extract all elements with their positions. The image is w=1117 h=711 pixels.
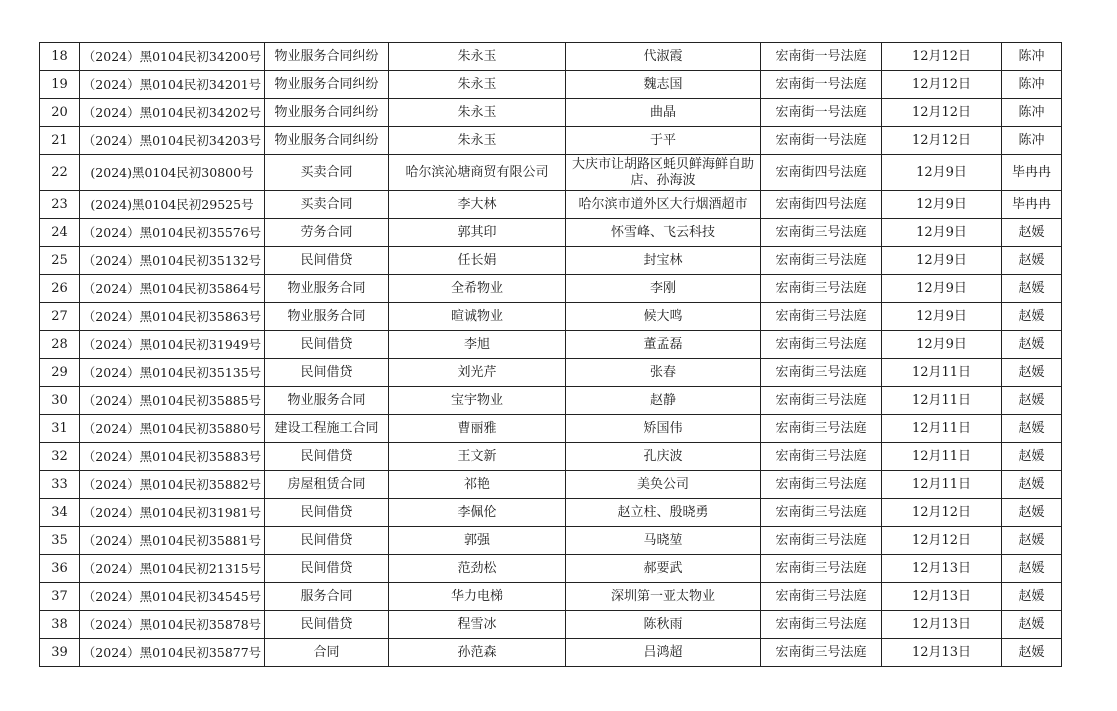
plaintiff-cell: 李旭 [389, 331, 566, 359]
table-row [40, 247, 1062, 275]
table-row [40, 499, 1062, 527]
judge-cell: 赵媛 [1002, 555, 1062, 583]
table-row [40, 127, 1062, 155]
case-cause-cell: 物业服务合同 [265, 387, 389, 415]
judge-cell: 赵媛 [1002, 499, 1062, 527]
case-cause-cell: 民间借贷 [265, 611, 389, 639]
hearing-date-cell: 12月12日 [882, 527, 1002, 555]
case-number-cell: （2024）黑0104民初35877号 [80, 639, 265, 667]
row-number-cell: 30 [40, 387, 80, 415]
case-number-cell: （2024）黑0104民初35880号 [80, 415, 265, 443]
courtroom-cell: 宏南街三号法庭 [761, 471, 882, 499]
defendant-cell: 封宝林 [566, 247, 761, 275]
courtroom-cell: 宏南街四号法庭 [761, 191, 882, 219]
plaintiff-cell: 朱永玉 [389, 71, 566, 99]
row-number-cell: 38 [40, 611, 80, 639]
courtroom-cell: 宏南街一号法庭 [761, 99, 882, 127]
judge-cell: 赵媛 [1002, 331, 1062, 359]
table-row [40, 443, 1062, 471]
case-number-cell: （2024）黑0104民初35881号 [80, 527, 265, 555]
plaintiff-cell: 朱永玉 [389, 127, 566, 155]
table-row [40, 527, 1062, 555]
plaintiff-cell: 郭其印 [389, 219, 566, 247]
case-cause-cell: 民间借贷 [265, 247, 389, 275]
row-number-cell: 29 [40, 359, 80, 387]
defendant-cell: 郝要武 [566, 555, 761, 583]
hearing-date-cell: 12月9日 [882, 303, 1002, 331]
hearing-date-cell: 12月9日 [882, 331, 1002, 359]
courtroom-cell: 宏南街三号法庭 [761, 583, 882, 611]
courtroom-cell: 宏南街四号法庭 [761, 155, 882, 191]
defendant-cell: 孔庆波 [566, 443, 761, 471]
courtroom-cell: 宏南街三号法庭 [761, 555, 882, 583]
plaintiff-cell: 李佩伦 [389, 499, 566, 527]
case-cause-cell: 物业服务合同 [265, 275, 389, 303]
hearing-date-cell: 12月12日 [882, 127, 1002, 155]
table-row [40, 43, 1062, 71]
judge-cell: 陈冲 [1002, 127, 1062, 155]
plaintiff-cell: 王文新 [389, 443, 566, 471]
courtroom-cell: 宏南街三号法庭 [761, 443, 882, 471]
row-number-cell: 26 [40, 275, 80, 303]
hearing-date-cell: 12月11日 [882, 359, 1002, 387]
case-cause-cell: 买卖合同 [265, 155, 389, 191]
table-row [40, 555, 1062, 583]
case-number-cell: （2024）黑0104民初34545号 [80, 583, 265, 611]
table-row [40, 99, 1062, 127]
hearing-date-cell: 12月12日 [882, 499, 1002, 527]
defendant-cell: 陈秋雨 [566, 611, 761, 639]
plaintiff-cell: 李大林 [389, 191, 566, 219]
defendant-cell: 深圳第一亚太物业 [566, 583, 761, 611]
plaintiff-cell: 刘光芹 [389, 359, 566, 387]
judge-cell: 陈冲 [1002, 99, 1062, 127]
table-row [40, 639, 1062, 667]
plaintiff-cell: 祁艳 [389, 471, 566, 499]
defendant-cell: 张春 [566, 359, 761, 387]
case-cause-cell: 合同 [265, 639, 389, 667]
table-row [40, 359, 1062, 387]
courtroom-cell: 宏南街三号法庭 [761, 331, 882, 359]
row-number-cell: 34 [40, 499, 80, 527]
row-number-cell: 32 [40, 443, 80, 471]
table-row [40, 611, 1062, 639]
courtroom-cell: 宏南街三号法庭 [761, 247, 882, 275]
judge-cell: 赵媛 [1002, 415, 1062, 443]
row-number-cell: 23 [40, 191, 80, 219]
hearing-schedule-sheet [39, 42, 1061, 667]
row-number-cell: 27 [40, 303, 80, 331]
judge-cell: 赵媛 [1002, 219, 1062, 247]
courtroom-cell: 宏南街三号法庭 [761, 303, 882, 331]
defendant-cell: 怀雪峰、飞云科技 [566, 219, 761, 247]
case-number-cell: （2024）黑0104民初34200号 [80, 43, 265, 71]
case-number-cell: （2024）黑0104民初34203号 [80, 127, 265, 155]
plaintiff-cell: 孙范森 [389, 639, 566, 667]
judge-cell: 毕冉冉 [1002, 155, 1062, 191]
courtroom-cell: 宏南街一号法庭 [761, 127, 882, 155]
case-cause-cell: 买卖合同 [265, 191, 389, 219]
courtroom-cell: 宏南街三号法庭 [761, 359, 882, 387]
judge-cell: 赵媛 [1002, 527, 1062, 555]
hearing-date-cell: 12月11日 [882, 471, 1002, 499]
defendant-cell: 吕鸿超 [566, 639, 761, 667]
case-number-cell: （2024）黑0104民初35864号 [80, 275, 265, 303]
case-cause-cell: 民间借贷 [265, 527, 389, 555]
judge-cell: 赵媛 [1002, 583, 1062, 611]
case-number-cell: （2024）黑0104民初35863号 [80, 303, 265, 331]
hearing-date-cell: 12月13日 [882, 583, 1002, 611]
plaintiff-cell: 宝宇物业 [389, 387, 566, 415]
row-number-cell: 22 [40, 155, 80, 191]
hearing-date-cell: 12月12日 [882, 43, 1002, 71]
row-number-cell: 20 [40, 99, 80, 127]
table-row [40, 303, 1062, 331]
row-number-cell: 39 [40, 639, 80, 667]
defendant-cell: 大庆市让胡路区蚝贝鲜海鲜自助店、孙海波 [566, 155, 761, 191]
case-cause-cell: 物业服务合同纠纷 [265, 127, 389, 155]
courtroom-cell: 宏南街一号法庭 [761, 71, 882, 99]
case-number-cell: （2024）黑0104民初34201号 [80, 71, 265, 99]
case-cause-cell: 民间借贷 [265, 359, 389, 387]
case-number-cell: （2024）黑0104民初35135号 [80, 359, 265, 387]
hearing-date-cell: 12月9日 [882, 219, 1002, 247]
hearing-date-cell: 12月13日 [882, 639, 1002, 667]
row-number-cell: 19 [40, 71, 80, 99]
defendant-cell: 魏志国 [566, 71, 761, 99]
case-cause-cell: 劳务合同 [265, 219, 389, 247]
defendant-cell: 矫国伟 [566, 415, 761, 443]
case-cause-cell: 民间借贷 [265, 499, 389, 527]
case-number-cell: （2024）黑0104民初35883号 [80, 443, 265, 471]
table-row [40, 191, 1062, 219]
hearing-date-cell: 12月13日 [882, 611, 1002, 639]
hearing-date-cell: 12月9日 [882, 247, 1002, 275]
case-cause-cell: 民间借贷 [265, 443, 389, 471]
table-row [40, 219, 1062, 247]
plaintiff-cell: 曹丽雅 [389, 415, 566, 443]
courtroom-cell: 宏南街三号法庭 [761, 639, 882, 667]
judge-cell: 陈冲 [1002, 43, 1062, 71]
defendant-cell: 美奂公司 [566, 471, 761, 499]
case-cause-cell: 物业服务合同纠纷 [265, 71, 389, 99]
defendant-cell: 马晓堃 [566, 527, 761, 555]
hearing-date-cell: 12月13日 [882, 555, 1002, 583]
defendant-cell: 候大鸣 [566, 303, 761, 331]
courtroom-cell: 宏南街一号法庭 [761, 43, 882, 71]
hearing-date-cell: 12月9日 [882, 275, 1002, 303]
judge-cell: 赵媛 [1002, 275, 1062, 303]
plaintiff-cell: 全希物业 [389, 275, 566, 303]
case-cause-cell: 房屋租赁合同 [265, 471, 389, 499]
table-row [40, 471, 1062, 499]
table-row [40, 415, 1062, 443]
case-number-cell: （2024）黑0104民初31981号 [80, 499, 265, 527]
judge-cell: 赵媛 [1002, 247, 1062, 275]
plaintiff-cell: 华力电梯 [389, 583, 566, 611]
case-number-cell: （2024）黑0104民初34202号 [80, 99, 265, 127]
case-number-cell: （2024）黑0104民初35132号 [80, 247, 265, 275]
plaintiff-cell: 朱永玉 [389, 43, 566, 71]
courtroom-cell: 宏南街三号法庭 [761, 219, 882, 247]
plaintiff-cell: 暄诚物业 [389, 303, 566, 331]
defendant-cell: 哈尔滨市道外区大行烟酒超市 [566, 191, 761, 219]
defendant-cell: 赵静 [566, 387, 761, 415]
courtroom-cell: 宏南街三号法庭 [761, 611, 882, 639]
defendant-cell: 董孟磊 [566, 331, 761, 359]
plaintiff-cell: 哈尔滨沁塘商贸有限公司 [389, 155, 566, 191]
table-row [40, 71, 1062, 99]
table-body [40, 43, 1062, 667]
hearing-date-cell: 12月12日 [882, 71, 1002, 99]
case-cause-cell: 物业服务合同 [265, 303, 389, 331]
defendant-cell: 赵立柱、殷晓勇 [566, 499, 761, 527]
case-cause-cell: 民间借贷 [265, 331, 389, 359]
case-cause-cell: 建设工程施工合同 [265, 415, 389, 443]
hearing-date-cell: 12月9日 [882, 191, 1002, 219]
courtroom-cell: 宏南街三号法庭 [761, 527, 882, 555]
case-number-cell: （2024）黑0104民初35576号 [80, 219, 265, 247]
case-number-cell: （2024）黑0104民初31949号 [80, 331, 265, 359]
case-cause-cell: 物业服务合同纠纷 [265, 43, 389, 71]
table-row [40, 387, 1062, 415]
courtroom-cell: 宏南街三号法庭 [761, 387, 882, 415]
row-number-cell: 31 [40, 415, 80, 443]
row-number-cell: 24 [40, 219, 80, 247]
judge-cell: 赵媛 [1002, 443, 1062, 471]
plaintiff-cell: 郭强 [389, 527, 566, 555]
judge-cell: 赵媛 [1002, 639, 1062, 667]
defendant-cell: 曲晶 [566, 99, 761, 127]
row-number-cell: 36 [40, 555, 80, 583]
case-number-cell: (2024)黑0104民初30800号 [80, 155, 265, 191]
hearing-date-cell: 12月12日 [882, 99, 1002, 127]
hearing-date-cell: 12月9日 [882, 155, 1002, 191]
row-number-cell: 18 [40, 43, 80, 71]
hearing-date-cell: 12月11日 [882, 415, 1002, 443]
case-cause-cell: 服务合同 [265, 583, 389, 611]
row-number-cell: 33 [40, 471, 80, 499]
hearing-date-cell: 12月11日 [882, 443, 1002, 471]
table-row [40, 155, 1062, 191]
row-number-cell: 25 [40, 247, 80, 275]
plaintiff-cell: 范劲松 [389, 555, 566, 583]
row-number-cell: 28 [40, 331, 80, 359]
table-row [40, 275, 1062, 303]
case-number-cell: （2024）黑0104民初35885号 [80, 387, 265, 415]
case-cause-cell: 民间借贷 [265, 555, 389, 583]
case-cause-cell: 物业服务合同纠纷 [265, 99, 389, 127]
plaintiff-cell: 程雪冰 [389, 611, 566, 639]
judge-cell: 赵媛 [1002, 611, 1062, 639]
judge-cell: 赵媛 [1002, 387, 1062, 415]
table-row [40, 331, 1062, 359]
row-number-cell: 37 [40, 583, 80, 611]
case-number-cell: (2024)黑0104民初29525号 [80, 191, 265, 219]
courtroom-cell: 宏南街三号法庭 [761, 499, 882, 527]
judge-cell: 赵媛 [1002, 359, 1062, 387]
judge-cell: 赵媛 [1002, 471, 1062, 499]
plaintiff-cell: 任长娟 [389, 247, 566, 275]
row-number-cell: 21 [40, 127, 80, 155]
case-number-cell: （2024）黑0104民初35878号 [80, 611, 265, 639]
defendant-cell: 于平 [566, 127, 761, 155]
defendant-cell: 代淑霞 [566, 43, 761, 71]
judge-cell: 赵媛 [1002, 303, 1062, 331]
case-number-cell: （2024）黑0104民初21315号 [80, 555, 265, 583]
plaintiff-cell: 朱永玉 [389, 99, 566, 127]
judge-cell: 毕冉冉 [1002, 191, 1062, 219]
courtroom-cell: 宏南街三号法庭 [761, 275, 882, 303]
hearing-date-cell: 12月11日 [882, 387, 1002, 415]
courtroom-cell: 宏南街三号法庭 [761, 415, 882, 443]
row-number-cell: 35 [40, 527, 80, 555]
hearing-schedule-table [39, 42, 1062, 667]
case-number-cell: （2024）黑0104民初35882号 [80, 471, 265, 499]
judge-cell: 陈冲 [1002, 71, 1062, 99]
defendant-cell: 李刚 [566, 275, 761, 303]
table-row [40, 583, 1062, 611]
